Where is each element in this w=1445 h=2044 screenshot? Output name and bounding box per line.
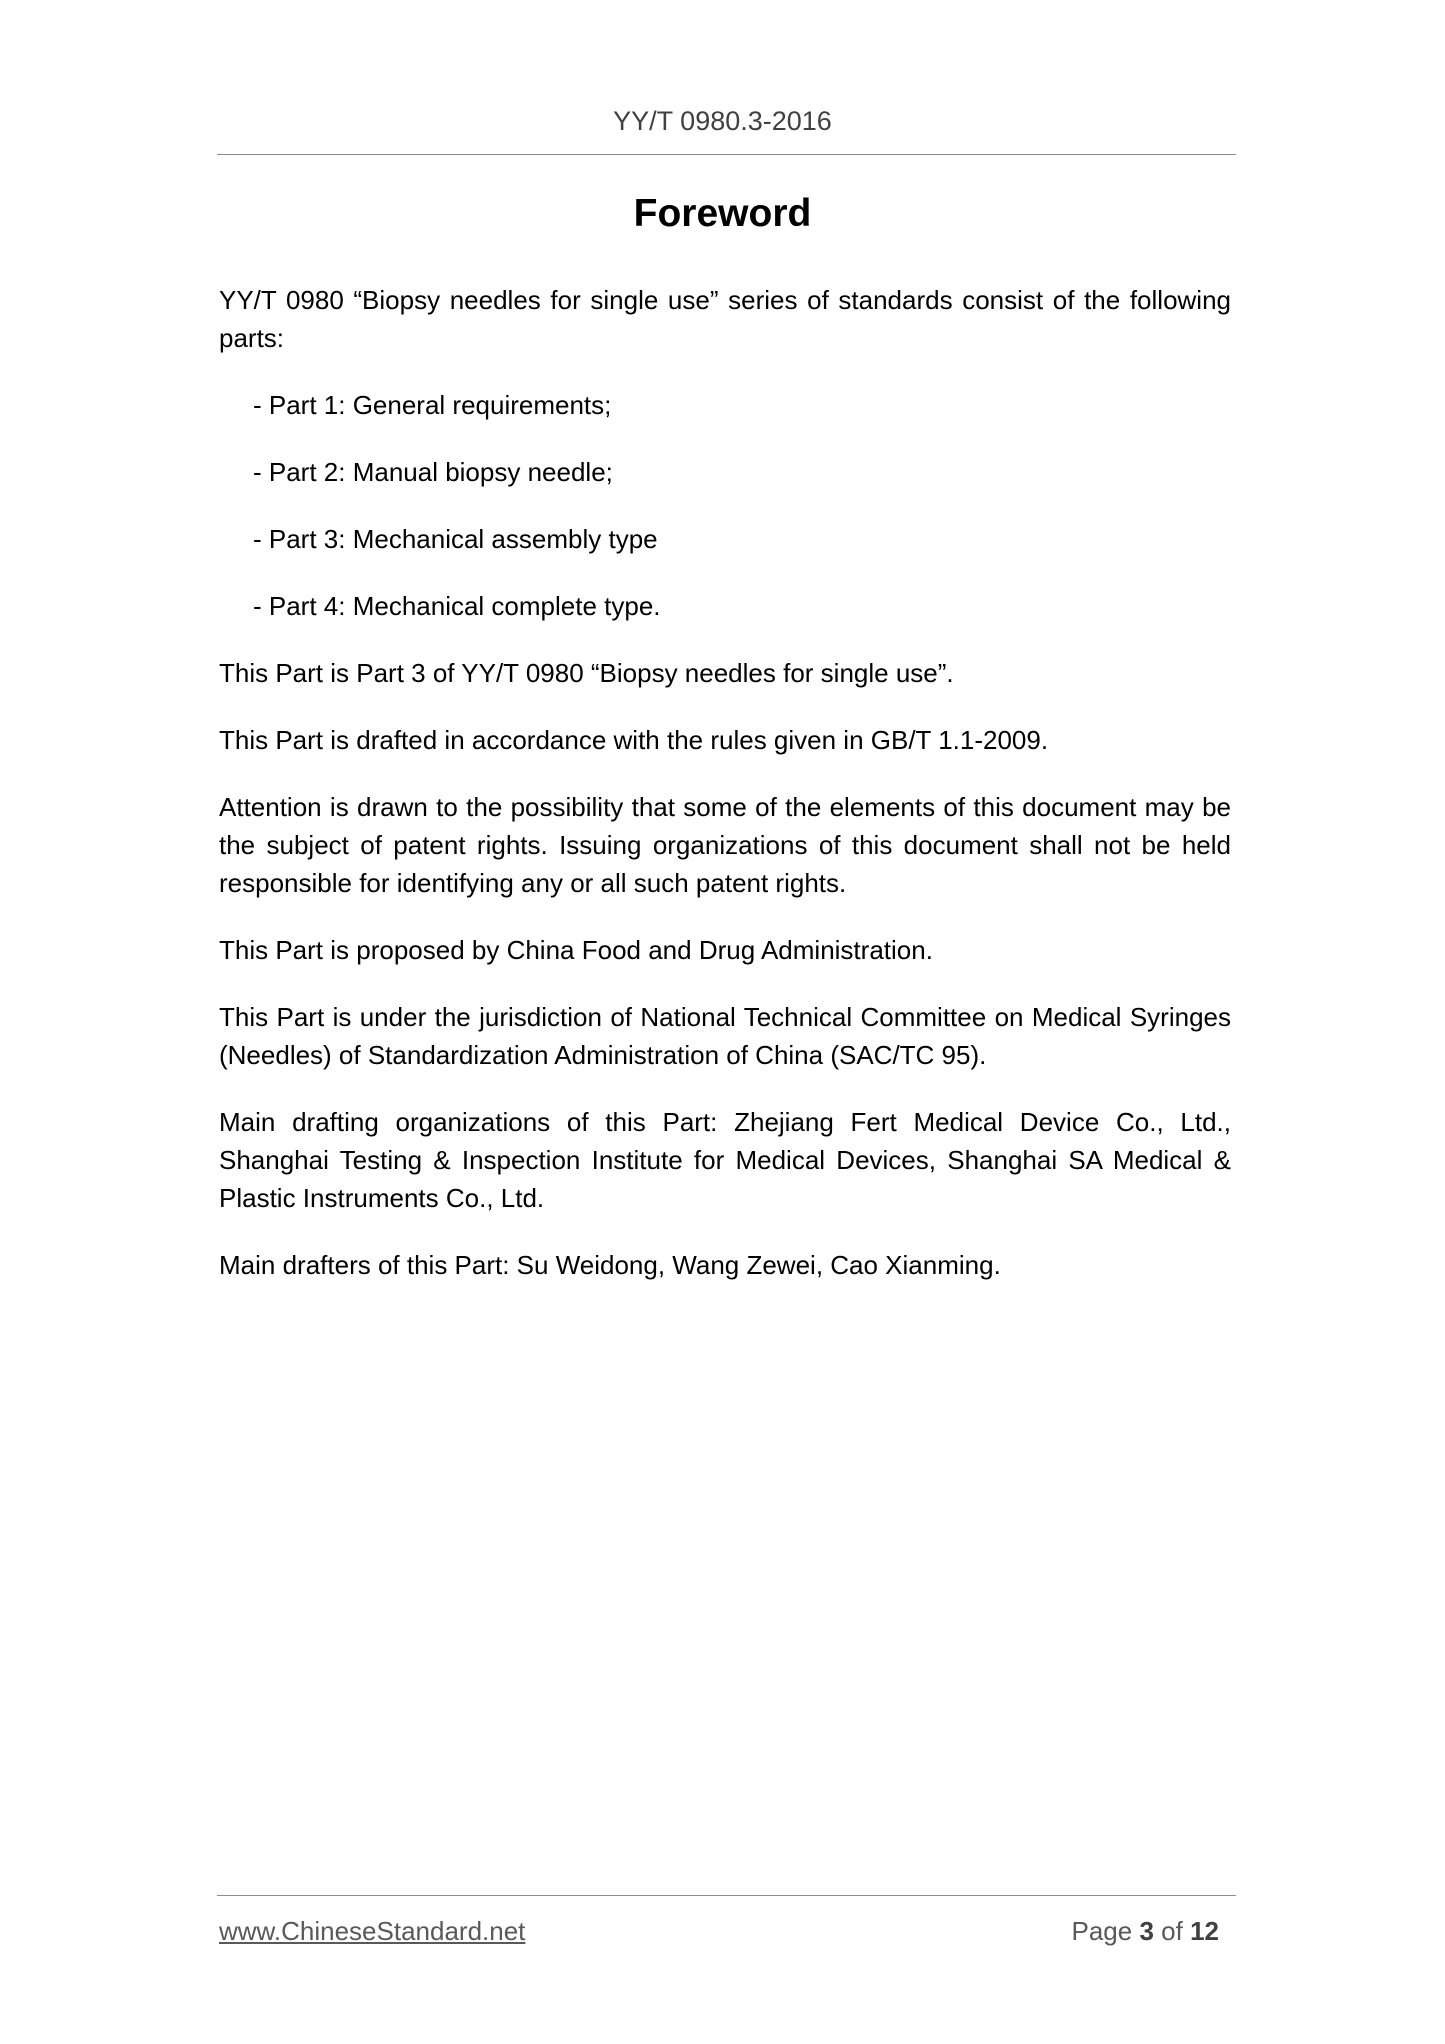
page-current: 3 — [1139, 1916, 1154, 1946]
list-item-part-2: - Part 2: Manual biopsy needle; — [253, 457, 613, 487]
this-part-paragraph: This Part is Part 3 of YY/T 0980 “Biopsy needles for single use”. — [219, 658, 954, 688]
body-text — [219, 281, 1231, 1313]
footer-website-link[interactable]: www.ChineseStandard.net — [219, 1916, 526, 1946]
page-number — [1071, 1912, 1219, 1950]
header-doc-code: YY/T 0980.3-2016 — [613, 106, 832, 136]
list-item-part-1: - Part 1: General requirements; — [253, 390, 612, 420]
header-divider — [217, 154, 1236, 155]
intro-paragraph: YY/T 0980 “Biopsy needles for single use” series of standards consist of the following parts: — [219, 285, 1231, 353]
list-item-part-4: - Part 4: Mechanical complete type. — [253, 591, 661, 621]
page-sep: of — [1161, 1916, 1183, 1946]
drafters-paragraph: Main drafters of this Part: Su Weidong, Wang Zewei, Cao Xianming. — [219, 1250, 1001, 1280]
footer-divider — [217, 1895, 1236, 1896]
list-item-part-3: - Part 3: Mechanical assembly type — [253, 524, 658, 554]
page-total: 12 — [1190, 1916, 1219, 1946]
proposed-paragraph: This Part is proposed by China Food and Drug Administration. — [219, 935, 933, 965]
organizations-paragraph: Main drafting organizations of this Part: Zhejiang Fert Medical Device Co., Ltd., Shanghai Testing & Inspection Institute for Medical Devices, Shanghai SA Medical & Plastic Instruments Co., Ltd. — [219, 1107, 1231, 1213]
page-title: Foreword — [633, 192, 812, 235]
jurisdiction-paragraph: This Part is under the jurisdiction of National Technical Committee on Medical Syringes (Needles) of Standardization Administration of China (SAC/TC 95). — [219, 1002, 1231, 1070]
drafted-paragraph: This Part is drafted in accordance with the rules given in GB/T 1.1-2009. — [219, 725, 1049, 755]
page-prefix: Page — [1071, 1916, 1133, 1946]
patent-paragraph: Attention is drawn to the possibility that some of the elements of this document may be the subject of patent rights. Issuing organizations of this document shall not be held responsible for identifying any or all such patent rights. — [219, 792, 1231, 898]
